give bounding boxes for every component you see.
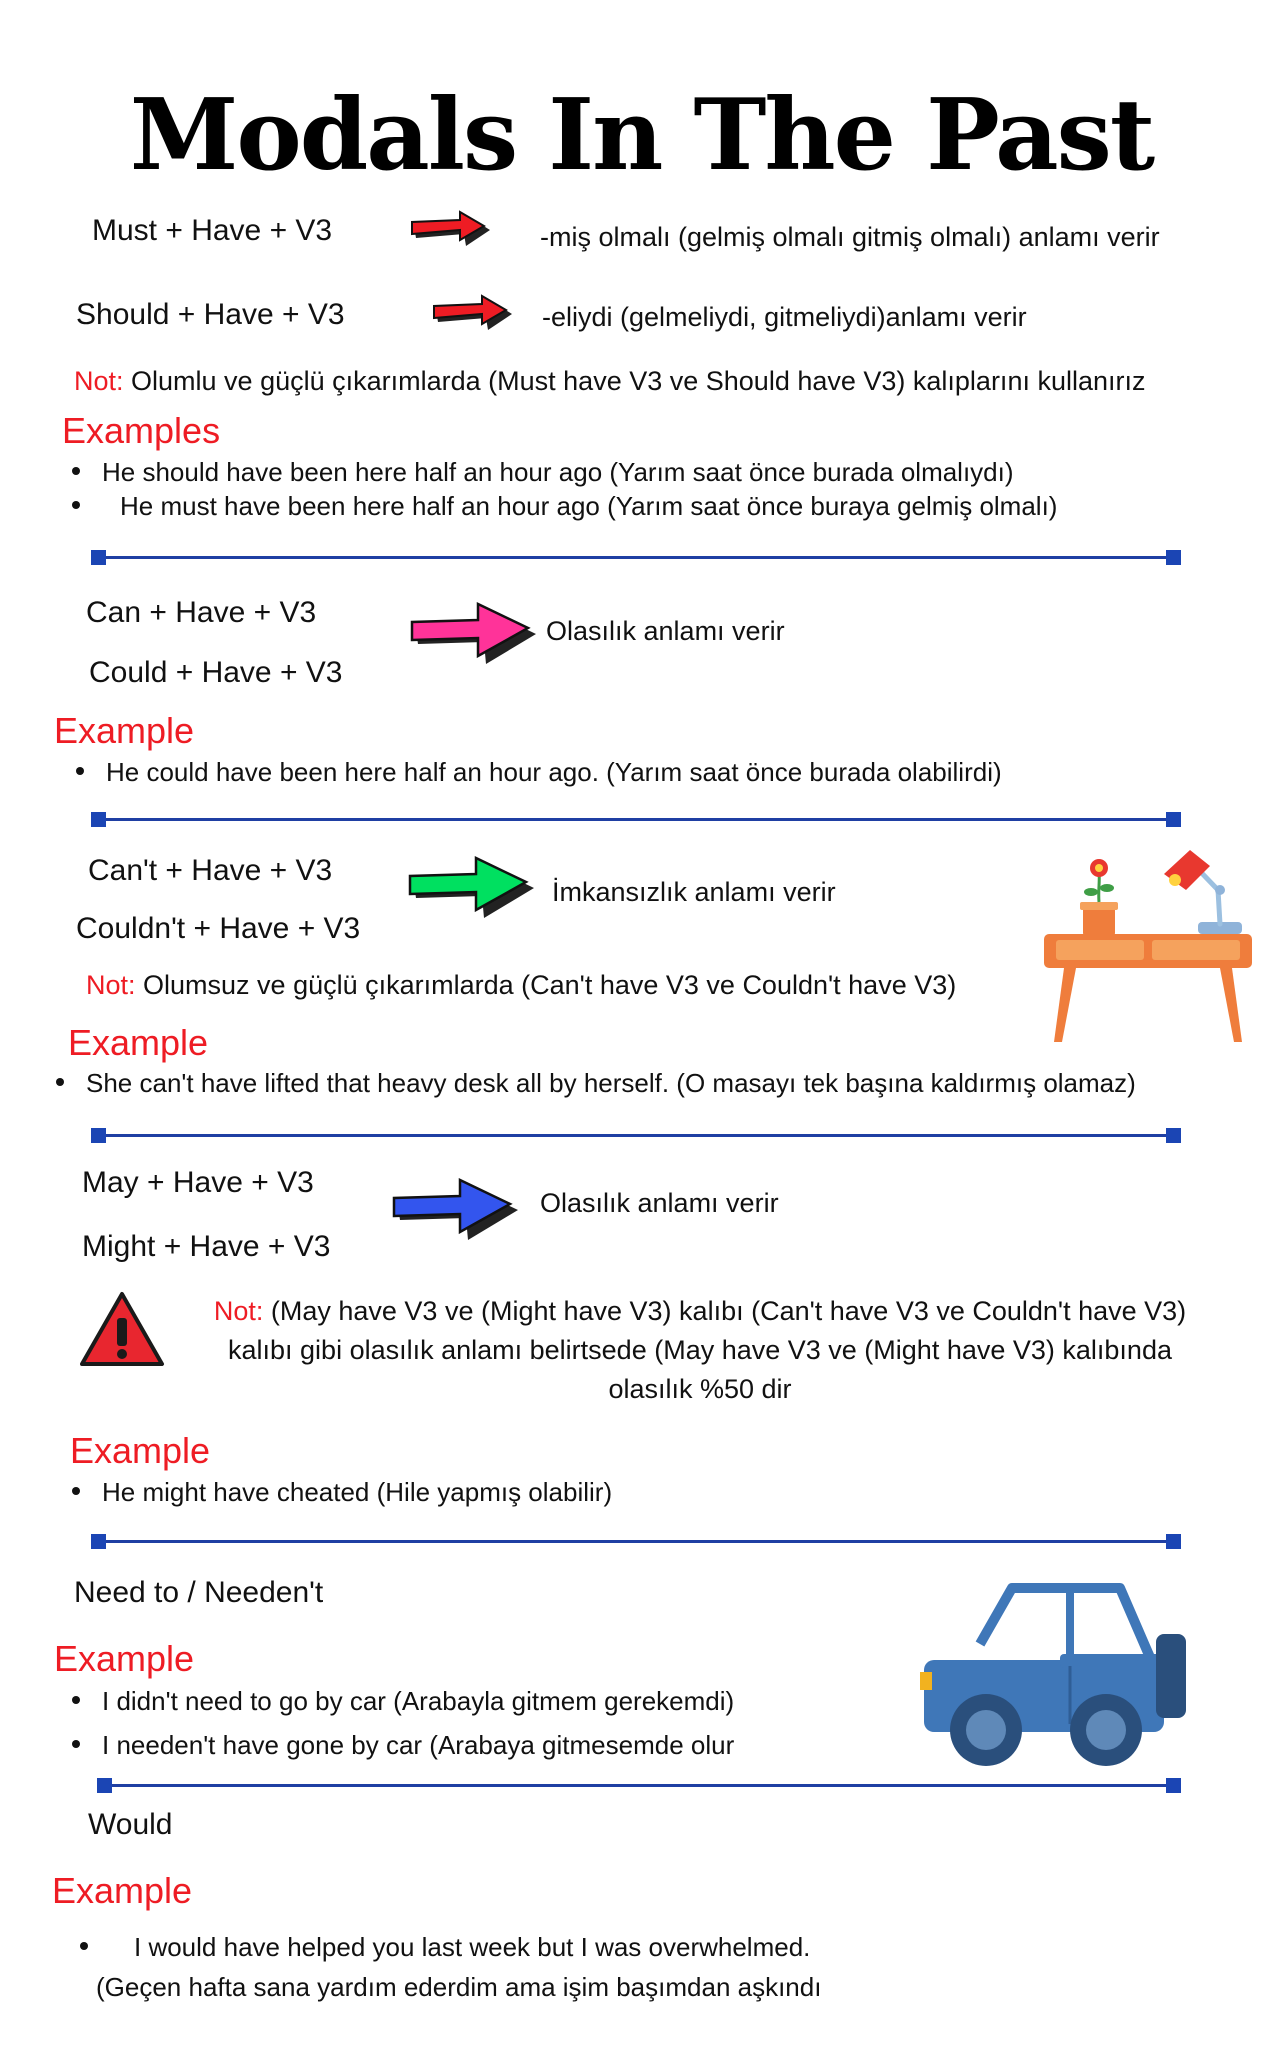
example-heading: Example [52,1870,193,1911]
list-item [76,757,1002,788]
examples-heading: Examples [62,410,221,451]
note-text: (May have V3 ve (Might have V3) kalıbı (Can't have V3 ve Couldn't have V3) [263,1296,1187,1326]
bullet [80,1942,88,1950]
jeep-car-illustration [920,1584,1190,1764]
should-have-formula: Should + Have + V3 [76,298,345,331]
bullet [72,467,80,475]
list-item [56,1068,1136,1099]
note-label: Not: [74,366,124,396]
example-text: I needen't have gone by car (Arabaya gitmesemde olur [102,1730,735,1760]
divider [98,818,1174,821]
note-text: Olumsuz ve güçlü çıkarımlarda (Can't have V3 ve Couldn't have V3) [135,970,957,1000]
bullet [56,1078,64,1086]
example-text: He must have been here half an hour ago (Yarım saat önce buraya gelmiş olmalı) [120,491,1058,521]
bullet [72,1740,80,1748]
bullet [76,767,84,775]
need-to-heading: Need to / Needen't [74,1576,324,1609]
should-have-meaning: -eliydi (gelmeliydi, gitmeliydi)anlamı verir [542,302,1027,332]
desk-lamp-illustration [1040,846,1260,1046]
list-item [72,457,1014,488]
must-have-meaning: -miş olmalı (gelmiş olmalı gitmiş olmalı) anlamı verir [540,222,1160,252]
example-heading: Example [54,1638,195,1679]
example-text: He could have been here half an hour ago. (Yarım saat önce burada olabilirdi) [106,757,1002,787]
can-have-formula: Can + Have + V3 [86,596,317,629]
example-heading: Example [68,1022,209,1063]
note-1 [74,366,1146,397]
divider [104,1784,1174,1787]
may-have-meaning: Olasılık anlamı verir [540,1188,779,1218]
cant-have-meaning: İmkansızlık anlamı verir [552,877,836,907]
cant-have-formula: Can't + Have + V3 [88,854,333,887]
would-heading: Would [88,1808,173,1841]
example-text: She can't have lifted that heavy desk all by herself. (O masayı tek başına kaldırmış olamaz) [86,1068,1136,1098]
example-text: I would have helped you last week but I was overwhelmed. [134,1932,811,1962]
arrow-right-icon [394,1180,520,1246]
list-item [72,1686,734,1717]
example-translation: (Geçen hafta sana yardım ederdim ama işim başımdan aşkındı [96,1972,822,2002]
list-item [72,491,1057,522]
example-text: I didn't need to go by car (Arabayla gitmem gerekemdi) [102,1686,735,1716]
arrow-right-icon [410,858,536,924]
can-have-meaning: Olasılık anlamı verir [546,616,785,646]
divider [98,1134,1174,1137]
example-heading: Example [54,710,195,751]
arrow-right-icon [434,292,514,342]
arrow-right-icon [412,208,492,258]
divider [98,556,1174,559]
may-have-formula: May + Have + V3 [82,1166,314,1199]
bullet [72,501,80,509]
note-label: Not: [213,1296,264,1326]
example-text: He might have cheated (Hile yapmış olabilir) [102,1477,613,1507]
bullet [72,1696,80,1704]
must-have-formula: Must + Have + V3 [92,214,333,247]
might-have-formula: Might + Have + V3 [82,1230,331,1263]
bullet [72,1487,80,1495]
note-label: Not: [86,970,136,1000]
warning-icon [78,1290,166,1370]
note-3 [86,970,956,1001]
list-item [80,1932,810,1963]
note-4-line-1 [160,1296,1240,1327]
note-4-line-2: kalıbı gibi olasılık anlamı belirtsede (May have V3 ve (Might have V3) kalıbında [228,1335,1172,1365]
couldnt-have-formula: Couldn't + Have + V3 [76,912,361,945]
page-title: Modals In The Past [129,78,1154,193]
list-item [72,1477,612,1508]
example-text: He should have been here half an hour ago (Yarım saat önce burada olmalıydı) [102,457,1014,487]
list-item [72,1730,734,1761]
note-4-line-3: olasılık %50 dir [608,1374,792,1404]
divider [98,1540,1174,1543]
note-text: Olumlu ve güçlü çıkarımlarda (Must have V3 ve Should have V3) kalıplarını kullanırız [123,366,1146,396]
example-heading: Example [70,1430,211,1471]
could-have-formula: Could + Have + V3 [89,656,343,689]
arrow-right-icon [412,604,538,670]
